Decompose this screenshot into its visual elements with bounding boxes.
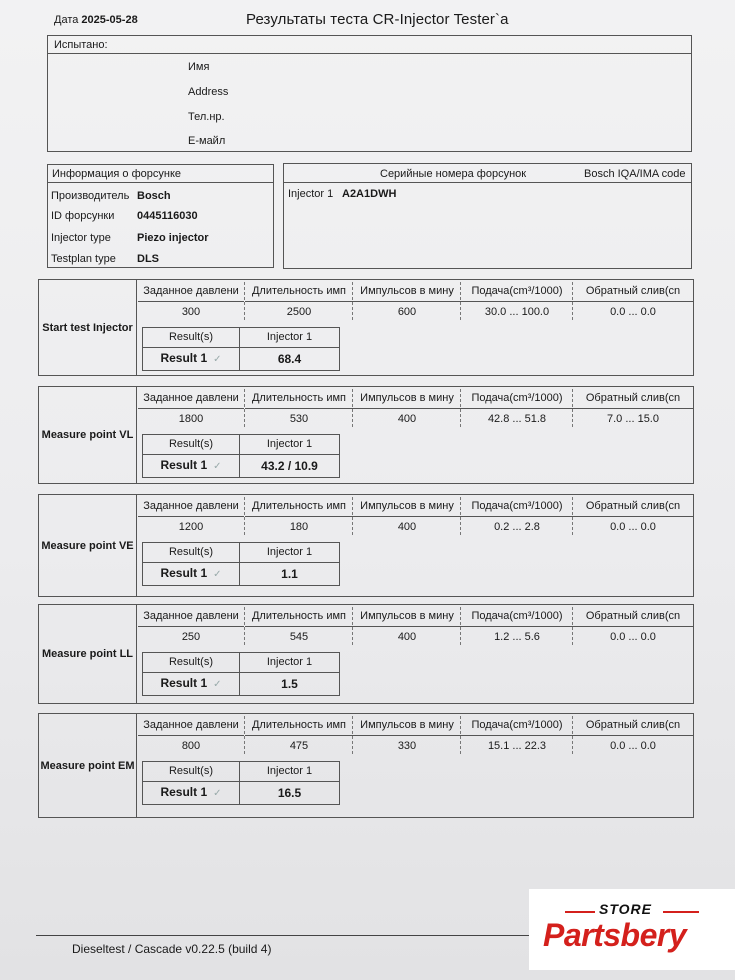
test-section [38,386,694,484]
serials-divider [283,182,692,183]
test-section [38,713,694,818]
result-value: 16.5 [277,786,302,800]
info-value: Piezo injector [137,232,209,244]
column-header-duration: Длительность имп [245,714,353,736]
value-delivery: 15.1 ... 22.3 [487,740,547,752]
info-label: Testplan type [51,253,116,265]
column-header-delivery: Подача(cm³/1000) [461,714,573,736]
result-injector-label: Injector 1 [266,656,313,668]
result-table [142,542,340,586]
result-injector-label: Injector 1 [266,765,313,777]
result-value: 1.5 [281,677,298,691]
software-version: Dieseltest / Cascade v0.22.5 (build 4) [72,942,272,956]
value-pulses: 400 [397,521,417,533]
check-icon: ✓ [213,461,222,472]
logo-brand: Partsbery [543,917,687,953]
info-label: ID форсунки [51,210,115,222]
value-pressure: 1200 [178,521,204,533]
value-return-flow: 0.0 ... 0.0 [610,740,656,752]
value-pressure: 250 [181,631,201,643]
test-name: Measure point VL [39,387,137,483]
value-return-flow: 0.0 ... 0.0 [610,521,656,533]
value-duration: 475 [289,740,309,752]
report-date: Дата 2025-05-28 [54,14,138,26]
value-delivery: 1.2 ... 5.6 [494,631,540,643]
logo-store: STORE [599,901,652,917]
result-row-text: Result 1 [160,785,208,799]
column-header-pulses: Импульсов в мину [353,495,461,517]
value-pulses: 600 [397,306,417,318]
test-section [38,604,694,704]
column-header-return-flow: Обратный слив(cn [573,495,693,517]
column-header-duration: Длительность имп [245,280,353,302]
value-pulses: 330 [397,740,417,752]
column-header-pulses: Импульсов в мину [353,714,461,736]
result-row-text: Result 1 [160,458,208,472]
result-row-label [143,566,239,580]
column-header-delivery: Подача(cm³/1000) [461,495,573,517]
result-label: Result(s) [168,765,213,777]
result-row-label [143,785,239,799]
result-table [142,761,340,805]
logo-rule-right [663,911,699,913]
serial-injector-value: A2A1DWH [342,188,397,200]
column-header-return-flow: Обратный слив(cn [573,605,693,627]
logo-rule-left [565,911,595,913]
injector-info-heading: Информация о форсунке [52,168,181,180]
test-name: Measure point LL [39,605,137,703]
column-header-return-flow: Обратный слив(cn [573,387,693,409]
test-name: Measure point VE [39,495,137,596]
test-name: Measure point EM [39,714,137,817]
value-pressure: 1800 [178,413,204,425]
test-section [38,494,694,597]
column-header-pressure: Заданное давлени [138,605,244,627]
column-header-delivery: Подача(cm³/1000) [461,605,573,627]
serials-heading: Серийные номера форсунок [380,168,527,180]
value-delivery: 0.2 ... 2.8 [494,521,540,533]
column-header-pulses: Импульсов в мину [353,387,461,409]
check-icon: ✓ [213,788,222,799]
check-icon: ✓ [213,679,222,690]
value-pulses: 400 [397,413,417,425]
result-row-text: Result 1 [160,351,208,365]
tested-divider [47,53,692,54]
result-row-label [143,676,239,690]
field-name: Имя [188,61,210,73]
field-email: E-майл [188,135,226,147]
result-divider-h [143,454,339,455]
check-icon: ✓ [213,354,222,365]
result-label: Result(s) [168,331,213,343]
result-divider-h [143,562,339,563]
result-table [142,327,340,371]
iqa-heading: Bosch IQA/IMA code [584,168,686,180]
value-return-flow: 0.0 ... 0.0 [610,306,656,318]
column-header-pressure: Заданное давлени [138,387,244,409]
column-header-duration: Длительность имп [245,495,353,517]
column-header-return-flow: Обратный слив(cn [573,280,693,302]
field-phone: Тел.нр. [188,111,225,123]
result-label: Result(s) [168,546,213,558]
value-delivery: 30.0 ... 100.0 [484,306,550,318]
value-delivery: 42.8 ... 51.8 [487,413,547,425]
value-duration: 545 [289,631,309,643]
column-header-pulses: Импульсов в мину [353,280,461,302]
partsbery-logo [529,889,735,970]
result-injector-label: Injector 1 [266,546,313,558]
value-return-flow: 0.0 ... 0.0 [610,631,656,643]
column-header-pressure: Заданное давлени [138,495,244,517]
injector-info-divider [47,182,274,183]
value-return-flow: 7.0 ... 15.0 [607,413,659,425]
column-header-pressure: Заданное давлени [138,280,244,302]
serial-injector-label: Injector 1 [288,188,334,200]
result-label: Result(s) [168,438,213,450]
check-icon: ✓ [213,569,222,580]
info-value: DLS [137,253,159,265]
value-pressure: 300 [181,306,201,318]
result-divider-h [143,781,339,782]
result-divider-h [143,672,339,673]
column-header-duration: Длительность имп [245,605,353,627]
value-pressure: 800 [181,740,201,752]
result-table [142,434,340,478]
result-divider-h [143,347,339,348]
result-row-label [143,458,239,472]
result-label: Result(s) [168,656,213,668]
result-row-text: Result 1 [160,566,208,580]
result-row-text: Result 1 [160,676,208,690]
test-section [38,279,694,376]
result-row-label [143,351,239,365]
test-name: Start test Injector [39,280,137,375]
report-title: Результаты теста CR-Injector Tester`a [246,11,509,28]
info-label: Производитель [51,190,130,202]
result-injector-label: Injector 1 [266,438,313,450]
info-label: Injector type [51,232,111,244]
info-value: Bosch [137,190,171,202]
result-value: 43.2 / 10.9 [261,459,318,473]
result-table [142,652,340,696]
column-header-duration: Длительность имп [245,387,353,409]
tested-heading: Испытано: [54,39,108,51]
result-value: 1.1 [281,567,298,581]
column-header-delivery: Подача(cm³/1000) [461,280,573,302]
value-duration: 180 [289,521,309,533]
value-duration: 530 [289,413,309,425]
column-header-pulses: Импульсов в мину [353,605,461,627]
footer-rule [36,935,536,936]
column-header-delivery: Подача(cm³/1000) [461,387,573,409]
result-value: 68.4 [277,352,302,366]
value-pulses: 400 [397,631,417,643]
info-value: 0445116030 [137,210,198,222]
column-header-return-flow: Обратный слив(cn [573,714,693,736]
value-duration: 2500 [286,306,312,318]
result-injector-label: Injector 1 [266,331,313,343]
field-address: Address [188,86,229,98]
column-header-pressure: Заданное давлени [138,714,244,736]
